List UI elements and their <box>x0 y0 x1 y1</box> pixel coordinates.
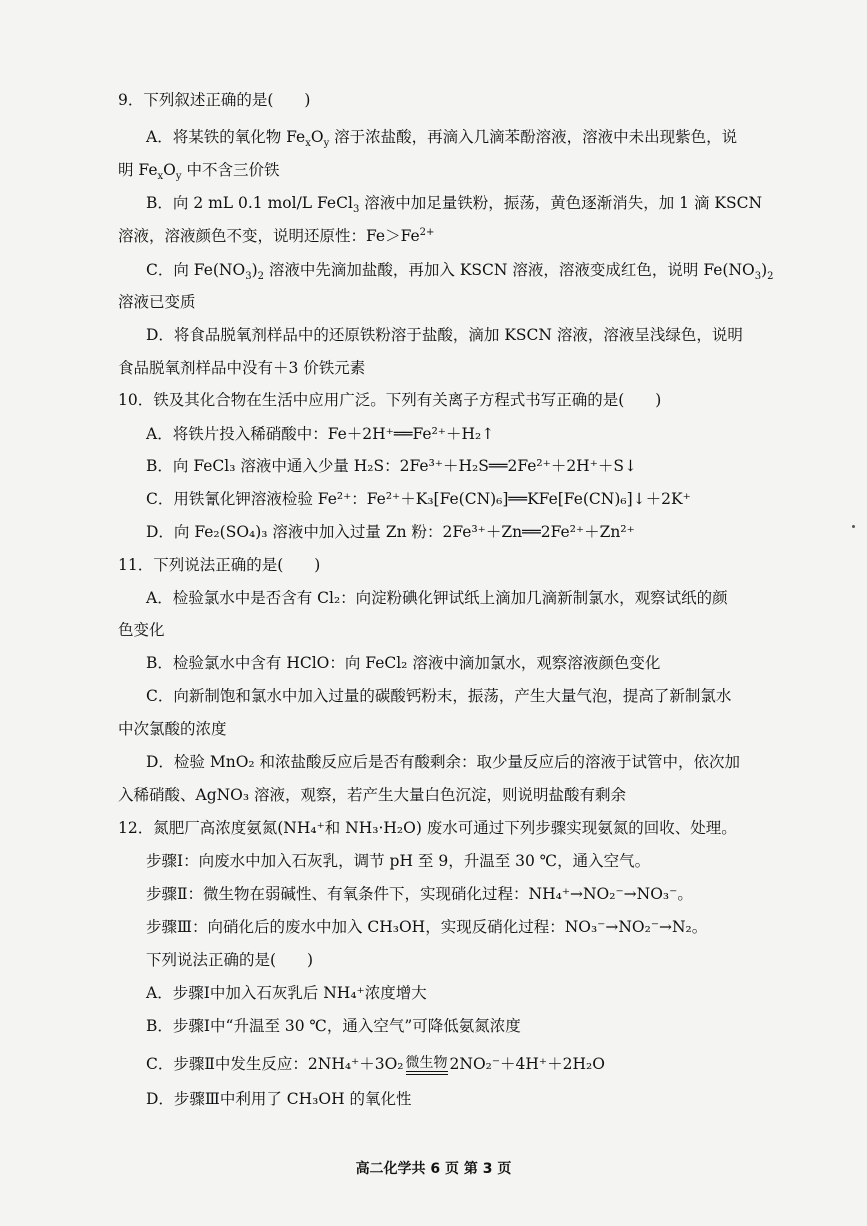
page-footer: 高二化学共 6 页 第 3 页 <box>355 1161 512 1177</box>
q9-option-c-line1: C．向 $Fe(NO_3)_2$ 溶液中先滴加盐酸，再加入 KSCN 溶液，溶液变成红色，说明 $Fe(NO_3)_2$ <box>146 261 774 283</box>
q12-sub-stem: 下列说法正确的是( ) <box>146 951 314 969</box>
q9-option-c-line2: 溶液已变质 <box>118 293 196 311</box>
q12-option-d: D．步骤Ⅲ中利用了 CH₃OH 的氧化性 <box>146 1090 412 1108</box>
q10-stem: 10．铁及其化合物在生活中应用广泛。下列有关离子方程式书写正确的是( ) <box>118 391 662 409</box>
q9-stem: 9．下列叙述正确的是( ) <box>118 91 311 109</box>
q11-stem: 11．下列说法正确的是( ) <box>118 556 321 574</box>
q10-option-c: C．用铁氰化钾溶液检验 Fe²⁺：Fe²⁺＋K₃[Fe(CN)₆]══KFe[Fe(CN)₆]↓＋2K⁺ <box>146 490 691 508</box>
q9-option-d-line2: 食品脱氧剂样品中没有＋3 价铁元素 <box>118 359 366 377</box>
q12-stem: 12．氮肥厂高浓度氨氮(NH₄⁺和 NH₃·H₂O) 废水可通过下列步骤实现氨氮的回收、处理。 <box>118 819 737 837</box>
q11-option-c-line1: C．向新制饱和氯水中加入过量的碳酸钙粉末，振荡，产生大量气泡，提高了新制氯水 <box>146 687 732 705</box>
q10-option-d: D．向 Fe₂(SO₄)₃ 溶液中加入过量 Zn 粉：2Fe³⁺＋Zn══2Fe²⁺＋Zn²⁺ <box>146 523 635 541</box>
scan-speck <box>852 525 855 528</box>
q11-option-c-line2: 中次氯酸的浓度 <box>118 720 227 738</box>
q9-option-b-line1: B．向 2 mL 0.1 mol/L FeCl$_3$ 溶液中加足量铁粉，振荡，黄色逐渐消失，加 1 滴 KSCN <box>146 194 763 216</box>
q12-step1: 步骤Ⅰ：向废水中加入石灰乳，调节 pH 至 9，升温至 30 ℃，通入空气。 <box>146 852 651 870</box>
reaction-condition-arrow: 微生物 <box>406 1056 448 1075</box>
q9-option-b-line2: 溶液，溶液颜色不变，说明还原性：$Fe>Fe^{2+}$ <box>118 226 435 245</box>
q11-option-a-line2: 色变化 <box>118 621 165 639</box>
q10-option-b: B．向 FeCl₃ 溶液中通入少量 H₂S：2Fe³⁺＋H₂S══2Fe²⁺＋2H⁺＋S↓ <box>146 457 637 475</box>
q9-option-a-line2: 明 $Fe_xO_y$ 中不含三价铁 <box>118 161 280 183</box>
q12-step2: 步骤Ⅱ：微生物在弱碱性、有氧条件下，实现硝化过程：NH₄⁺→NO₂⁻→NO₃⁻。 <box>146 885 693 903</box>
q12-step3: 步骤Ⅲ：向硝化后的废水中加入 CH₃OH，实现反硝化过程：NO₃⁻→NO₂⁻→N₂。 <box>146 918 708 936</box>
q11-option-b: B．检验氯水中含有 HClO：向 FeCl₂ 溶液中滴加氯水，观察溶液颜色变化 <box>146 654 661 672</box>
q12-option-b: B．步骤Ⅰ中“升温至 30 ℃，通入空气”可降低氨氮浓度 <box>146 1017 521 1035</box>
q12-option-a: A．步骤Ⅰ中加入石灰乳后 NH₄⁺浓度增大 <box>146 984 427 1002</box>
q9-option-d-line1: D．将食品脱氧剂样品中的还原铁粉溶于盐酸，滴加 KSCN 溶液，溶液呈浅绿色，说明 <box>146 326 743 344</box>
q12-option-c: C．步骤Ⅱ中发生反应：2NH₄⁺＋3O₂ 微生物 2NO₂⁻＋4H⁺＋2H₂O <box>146 1054 605 1073</box>
q9-option-a-line1: A．将某铁的氧化物 $Fe_xO_y$ 溶于浓盐酸，再滴入几滴苯酚溶液，溶液中未出现紫色，说 <box>146 128 738 150</box>
q11-option-a-line1: A．检验氯水中是否含有 Cl₂：向淀粉碘化钾试纸上滴加几滴新制氯水，观察试纸的颜 <box>146 589 728 607</box>
q11-option-d-line2: 入稀硝酸、AgNO₃ 溶液，观察，若产生大量白色沉淀，则说明盐酸有剩余 <box>118 786 627 804</box>
q10-option-a: A．将铁片投入稀硝酸中：Fe＋2H⁺══Fe²⁺＋H₂↑ <box>146 425 495 443</box>
q11-option-d-line1: D．检验 MnO₂ 和浓盐酸反应后是否有酸剩余：取少量反应后的溶液于试管中，依次加 <box>146 753 741 771</box>
